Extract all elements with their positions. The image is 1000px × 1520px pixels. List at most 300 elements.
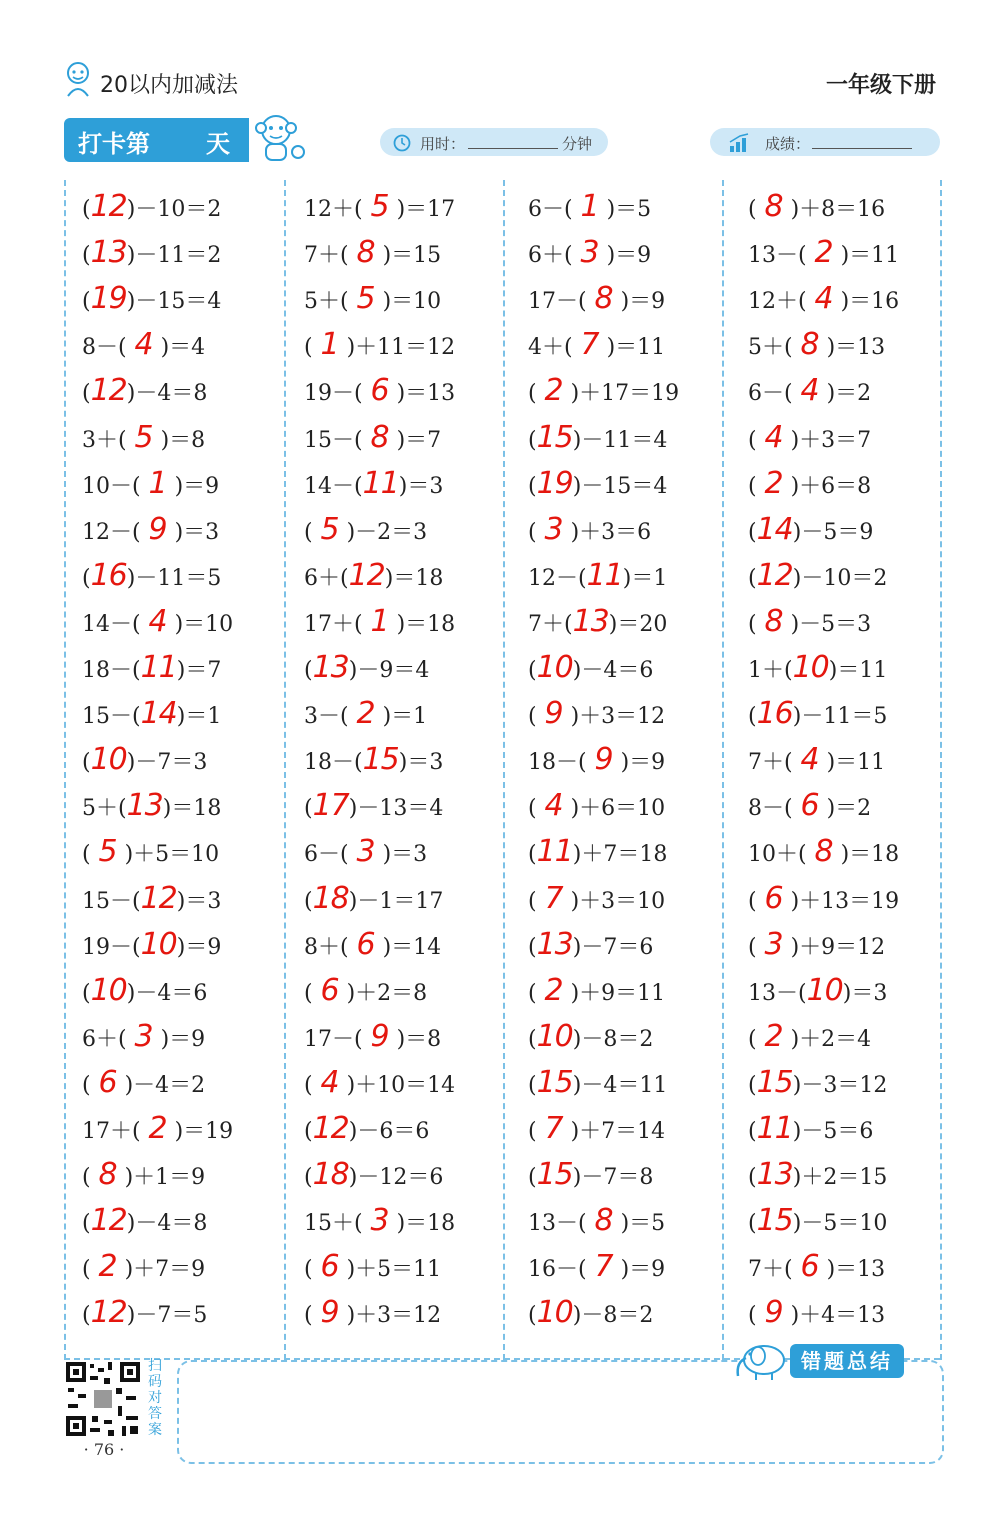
- equation-row: [82, 1061, 298, 1107]
- equation-prefix: (: [528, 796, 537, 822]
- equation-row: [304, 508, 520, 554]
- equation-prefix: (: [748, 1211, 757, 1237]
- equation-prefix: (: [528, 1165, 537, 1191]
- answer-value[interactable]: 4: [814, 281, 833, 317]
- equation-row: [528, 1061, 744, 1107]
- equation-suffix: )＝2: [826, 381, 872, 407]
- equation-row: [748, 416, 964, 462]
- answer-value[interactable]: 6: [356, 926, 375, 962]
- answer-value[interactable]: 2: [98, 1249, 117, 1285]
- answer-value[interactable]: 9: [594, 742, 613, 778]
- equation: [82, 788, 221, 823]
- answer-value[interactable]: 9: [370, 1018, 389, 1054]
- equation-row: [304, 923, 520, 969]
- answer-value[interactable]: 6: [98, 1064, 117, 1100]
- equation-suffix: )＋3＝12: [570, 704, 666, 730]
- equation-suffix: )－4＝6: [126, 980, 208, 1006]
- answer-value[interactable]: 12: [90, 189, 127, 224]
- answer-value[interactable]: 2: [544, 972, 563, 1008]
- equation-row: [748, 1153, 964, 1199]
- equation: [528, 512, 651, 547]
- equation-suffix: )＋11＝12: [346, 335, 456, 361]
- answer-value[interactable]: 9: [764, 1295, 783, 1331]
- answer-value[interactable]: 16: [90, 557, 127, 593]
- equation-row: [748, 1245, 964, 1291]
- equation-row: [748, 600, 964, 646]
- answer-value[interactable]: 19: [90, 281, 127, 317]
- equation: [304, 466, 443, 501]
- equation-row: [528, 1199, 744, 1245]
- equation: [82, 1157, 205, 1192]
- score-label: 成绩：: [765, 135, 811, 153]
- time-field[interactable]: [468, 148, 558, 149]
- equation-suffix: )＋5＝10: [124, 842, 220, 868]
- answer-value[interactable]: 11: [140, 650, 177, 685]
- equation-prefix: (: [304, 1165, 313, 1191]
- equation-suffix: )＝5: [620, 1211, 666, 1237]
- answer-value[interactable]: 18: [312, 1157, 349, 1193]
- answer-value[interactable]: 5: [370, 189, 389, 224]
- answer-value[interactable]: 12: [90, 373, 127, 409]
- equation-prefix: (: [748, 519, 757, 545]
- equation-row: [528, 1107, 744, 1153]
- equation-prefix: 15－(: [82, 888, 141, 914]
- equation-prefix: 3－(: [304, 704, 349, 730]
- equation: [528, 927, 653, 962]
- equation-suffix: )＋7＝9: [124, 1257, 206, 1283]
- time-unit: 分钟: [562, 135, 593, 153]
- equation-suffix: )＋3＝7: [790, 427, 872, 453]
- equation: [748, 466, 871, 501]
- equation: [82, 327, 205, 362]
- equation-row: [82, 830, 298, 876]
- equation-row: [82, 646, 298, 692]
- equation: [748, 927, 885, 962]
- answer-value[interactable]: 13: [756, 1157, 793, 1193]
- column-divider: [64, 180, 66, 1360]
- answer-value[interactable]: 3: [580, 235, 599, 271]
- equation-row: [748, 1199, 964, 1245]
- answer-value[interactable]: 4: [764, 419, 783, 455]
- answer-value[interactable]: 8: [814, 834, 833, 870]
- answer-value[interactable]: 7: [544, 1111, 563, 1146]
- equation-prefix: 14－(: [82, 611, 141, 637]
- equation-row: [528, 508, 744, 554]
- answer-value[interactable]: 8: [356, 235, 375, 271]
- answer-value[interactable]: 8: [800, 327, 819, 363]
- equation-prefix: (: [82, 980, 91, 1006]
- equation-prefix: (: [528, 1026, 537, 1052]
- answer-value[interactable]: 2: [356, 696, 375, 732]
- score-pill: [710, 128, 940, 156]
- answer-value[interactable]: 3: [544, 511, 563, 547]
- equation-prefix: 18－(: [528, 750, 587, 776]
- equation-prefix: (: [748, 611, 757, 637]
- equation: [304, 558, 443, 593]
- page-title: 20以内加减法: [100, 73, 238, 98]
- answer-value[interactable]: 8: [764, 189, 783, 224]
- equation: [304, 281, 441, 316]
- equation-suffix: )＝3: [842, 980, 888, 1006]
- equation: [528, 973, 665, 1008]
- answer-value[interactable]: 5: [356, 281, 375, 317]
- equation-row: [82, 369, 298, 415]
- answer-value[interactable]: 1: [320, 327, 339, 363]
- equation-row: [304, 277, 520, 323]
- equation: [304, 881, 443, 916]
- answer-value[interactable]: 18: [312, 880, 349, 916]
- equation-suffix: )－4＝6: [572, 658, 654, 683]
- equation-prefix: 6＋(: [528, 243, 573, 269]
- answer-value[interactable]: 6: [320, 1249, 339, 1285]
- equation-suffix: )＝13: [826, 1257, 886, 1283]
- checkin-prefix: 打卡第: [78, 130, 150, 158]
- answer-value[interactable]: 8: [98, 1157, 117, 1193]
- equation-suffix: )－5＝9: [792, 519, 874, 545]
- answer-value[interactable]: 15: [536, 1064, 573, 1100]
- equation: [82, 373, 207, 408]
- equation: [748, 650, 887, 685]
- equation-prefix: (: [82, 381, 91, 407]
- equation-suffix: )－11＝5: [126, 565, 222, 591]
- answer-value[interactable]: 16: [756, 696, 793, 732]
- equation-row: [748, 323, 964, 369]
- equation-row: [304, 554, 520, 600]
- equation: [82, 1295, 207, 1330]
- answer-value[interactable]: 6: [370, 373, 389, 409]
- equation-suffix: )＋6＝10: [570, 796, 666, 822]
- answer-value[interactable]: 2: [764, 465, 783, 501]
- equation-suffix: )＋3＝6: [570, 519, 652, 545]
- equation-prefix: (: [528, 473, 537, 499]
- equation-prefix: 12－(: [528, 565, 587, 591]
- answer-value[interactable]: 13: [126, 788, 163, 824]
- equation-row: [304, 1153, 520, 1199]
- equation-prefix: 17＋(: [304, 611, 363, 637]
- answer-value[interactable]: 14: [140, 696, 177, 732]
- answer-value[interactable]: 10: [90, 742, 127, 778]
- page-number: · 76 ·: [83, 1440, 125, 1459]
- equation-suffix: )－7＝5: [126, 1303, 208, 1329]
- equation-row: [82, 692, 298, 738]
- answer-value[interactable]: 5: [320, 511, 339, 547]
- equation: [304, 927, 441, 962]
- equation-prefix: (: [304, 519, 313, 545]
- answer-value[interactable]: 5: [98, 834, 117, 870]
- answer-value[interactable]: 7: [594, 1249, 613, 1285]
- answer-value[interactable]: 12: [756, 557, 793, 593]
- answer-value[interactable]: 1: [580, 189, 599, 224]
- answer-value[interactable]: 10: [536, 1295, 573, 1331]
- equation: [82, 742, 207, 777]
- equation-row: [304, 416, 520, 462]
- equation-prefix: (: [748, 197, 757, 222]
- equation-row: [304, 692, 520, 738]
- equation-prefix: 5＋(: [304, 289, 349, 315]
- equation-suffix: )－10＝2: [792, 565, 888, 591]
- equation-row: [304, 1107, 520, 1153]
- equation: [528, 1019, 653, 1054]
- equation-suffix: )＋7＝14: [570, 1119, 666, 1144]
- answer-value[interactable]: 8: [594, 1203, 613, 1239]
- equation-prefix: 5＋(: [748, 335, 793, 361]
- answer-value[interactable]: 9: [544, 696, 563, 732]
- equation-row: [82, 1153, 298, 1199]
- answer-value[interactable]: 3: [134, 1018, 153, 1054]
- equation-suffix: )＝8: [160, 427, 206, 453]
- equation-suffix: )＝18: [162, 796, 222, 822]
- problem-column-2: [304, 185, 520, 1360]
- answer-value[interactable]: 7: [580, 327, 599, 363]
- equation-prefix: 8－(: [82, 335, 127, 361]
- equation-suffix: )＋3＝10: [570, 888, 666, 914]
- answer-value[interactable]: 15: [536, 1157, 573, 1193]
- equation-row: [528, 369, 744, 415]
- equation-prefix: (: [528, 704, 537, 730]
- equation: [528, 466, 667, 501]
- answer-value[interactable]: 13: [536, 926, 573, 962]
- equation: [528, 373, 679, 408]
- equation: [748, 420, 871, 455]
- answer-value[interactable]: 10: [90, 972, 127, 1008]
- answer-value[interactable]: 13: [90, 235, 127, 271]
- equation-row: [528, 416, 744, 462]
- answer-value[interactable]: 6: [800, 1249, 819, 1285]
- equation-row: [528, 784, 744, 830]
- equation-suffix: )＋13＝19: [790, 888, 900, 914]
- answer-value[interactable]: 15: [536, 419, 573, 455]
- equation-prefix: (: [528, 888, 537, 914]
- answer-value[interactable]: 2: [814, 235, 833, 271]
- equation-suffix: )＝19: [174, 1119, 234, 1144]
- qr-code-icon: [64, 1360, 142, 1438]
- equation: [304, 512, 427, 547]
- answer-value[interactable]: 4: [800, 373, 819, 409]
- equation-row: [304, 185, 520, 231]
- answer-value[interactable]: 9: [148, 511, 167, 547]
- answer-value[interactable]: 13: [572, 603, 609, 639]
- equation-suffix: )－1＝17: [348, 888, 444, 914]
- problem-column-1: [82, 185, 298, 1360]
- equation-suffix: )－7＝8: [572, 1165, 654, 1191]
- answer-value[interactable]: 14: [756, 511, 793, 547]
- equation-prefix: (: [528, 658, 537, 683]
- equation: [304, 189, 455, 224]
- equation-row: [748, 877, 964, 923]
- equation: [528, 788, 665, 823]
- equation: [748, 834, 899, 869]
- answer-value[interactable]: 5: [134, 419, 153, 455]
- answer-value[interactable]: 13: [312, 650, 349, 685]
- equation: [528, 235, 651, 270]
- elephant-icon: [732, 1336, 788, 1382]
- equation-suffix: )＝7: [396, 427, 442, 453]
- answer-value[interactable]: 4: [800, 742, 819, 778]
- answer-value[interactable]: 2: [544, 373, 563, 409]
- answer-value[interactable]: 7: [544, 880, 563, 916]
- answer-value[interactable]: 2: [148, 1111, 167, 1146]
- equation-row: [82, 877, 298, 923]
- equation-row: [748, 1291, 964, 1337]
- equation: [528, 696, 665, 731]
- equation-suffix: )＝20: [608, 611, 668, 637]
- answer-value[interactable]: 11: [586, 557, 623, 593]
- answer-value[interactable]: 1: [148, 465, 167, 501]
- answer-value[interactable]: 10: [792, 650, 829, 685]
- time-pill: [380, 128, 608, 156]
- equation-prefix: 1＋(: [748, 658, 793, 683]
- equation-row: [528, 923, 744, 969]
- equation-suffix: )＝10: [382, 289, 442, 315]
- answer-value[interactable]: 4: [544, 788, 563, 824]
- equation: [82, 1065, 205, 1100]
- equation-suffix: )－3＝12: [792, 1072, 888, 1098]
- equation-suffix: )－4＝8: [126, 1211, 208, 1237]
- scan-answer-text: 扫码对答案: [148, 1358, 162, 1438]
- equation: [304, 1249, 441, 1284]
- equation-suffix: )＋5＝11: [346, 1257, 442, 1283]
- equation-suffix: )－13＝4: [348, 796, 444, 822]
- answer-value[interactable]: 8: [594, 281, 613, 317]
- answer-value[interactable]: 17: [312, 788, 349, 824]
- answer-value[interactable]: 11: [756, 1111, 793, 1146]
- equation: [748, 1249, 885, 1284]
- equation-prefix: (: [528, 1119, 537, 1144]
- equation: [82, 1111, 233, 1146]
- answer-value[interactable]: 8: [370, 419, 389, 455]
- equation-prefix: (: [528, 427, 537, 453]
- time-label: 用时：: [420, 135, 466, 153]
- equation: [528, 881, 665, 916]
- answer-value[interactable]: 6: [320, 972, 339, 1008]
- equation: [748, 696, 887, 731]
- answer-value[interactable]: 15: [362, 742, 399, 778]
- monkey-icon: [250, 110, 308, 166]
- answer-value[interactable]: 12: [348, 557, 385, 593]
- equation-row: [748, 784, 964, 830]
- answer-value[interactable]: 3: [356, 834, 375, 870]
- answer-value[interactable]: 15: [756, 1064, 793, 1100]
- equation-prefix: 13－(: [748, 980, 807, 1006]
- answer-value[interactable]: 12: [312, 1111, 349, 1146]
- answer-value[interactable]: 2: [764, 1018, 783, 1054]
- equation-suffix: )－5＝6: [792, 1119, 874, 1144]
- equation-prefix: 5＋(: [82, 796, 127, 822]
- equation-prefix: 19－(: [82, 934, 141, 960]
- equation: [528, 281, 665, 316]
- chart-icon: [728, 132, 752, 158]
- equation: [528, 650, 653, 685]
- equation-suffix: )＝13: [826, 335, 886, 361]
- equation-suffix: )－11＝2: [126, 243, 222, 269]
- answer-value[interactable]: 9: [320, 1295, 339, 1331]
- equation: [82, 420, 205, 455]
- answer-value[interactable]: 4: [320, 1064, 339, 1100]
- equation-prefix: 8－(: [748, 796, 793, 822]
- equation-prefix: (: [748, 1119, 757, 1144]
- answer-value[interactable]: 12: [140, 880, 177, 916]
- equation-suffix: )＝11: [828, 658, 888, 683]
- equation: [304, 373, 455, 408]
- answer-value[interactable]: 11: [362, 465, 399, 501]
- equation: [748, 1203, 887, 1238]
- answer-value[interactable]: 12: [90, 1203, 127, 1239]
- equation: [304, 1203, 455, 1238]
- answer-value[interactable]: 6: [764, 880, 783, 916]
- answer-value[interactable]: 4: [134, 327, 153, 363]
- equation-prefix: (: [528, 980, 537, 1006]
- equation-prefix: (: [304, 888, 313, 914]
- equation-prefix: (: [82, 197, 91, 222]
- answer-value[interactable]: 3: [370, 1203, 389, 1239]
- equation-prefix: (: [748, 888, 757, 914]
- equation-row: [528, 231, 744, 277]
- equation-prefix: 18－(: [304, 750, 363, 776]
- equation-prefix: 7＋(: [748, 1257, 793, 1283]
- equation-prefix: (: [304, 1257, 313, 1283]
- equation: [528, 742, 665, 777]
- equation-row: [528, 600, 744, 646]
- equation-row: [82, 462, 298, 508]
- equation-prefix: (: [748, 1165, 757, 1191]
- equation-row: [528, 877, 744, 923]
- equation-row: [748, 738, 964, 784]
- equation-row: [528, 738, 744, 784]
- answer-value[interactable]: 10: [536, 1018, 573, 1054]
- answer-value[interactable]: 1: [370, 603, 389, 639]
- answer-value[interactable]: 6: [800, 788, 819, 824]
- equation: [748, 1157, 887, 1192]
- equation-row: [304, 600, 520, 646]
- answer-value[interactable]: 15: [756, 1203, 793, 1239]
- equation: [304, 650, 429, 685]
- grade-label: 一年级下册: [825, 73, 936, 98]
- equation-suffix: )－10＝2: [126, 197, 222, 222]
- equation-row: [82, 1199, 298, 1245]
- equation-row: [82, 600, 298, 646]
- equation-row: [82, 1015, 298, 1061]
- equation-prefix: 15＋(: [304, 1211, 363, 1237]
- answer-value[interactable]: 8: [764, 603, 783, 639]
- equation-suffix: )＋7＝18: [572, 842, 668, 868]
- answer-value[interactable]: 19: [536, 465, 573, 501]
- mascot-icon: [62, 60, 94, 98]
- equation-row: [748, 231, 964, 277]
- equation-row: [304, 462, 520, 508]
- equation-prefix: 12＋(: [748, 289, 807, 315]
- equation-row: [82, 1291, 298, 1337]
- equation-suffix: )＝3: [398, 750, 444, 776]
- equation: [528, 1295, 653, 1330]
- equation-suffix: )＋9＝11: [570, 980, 666, 1006]
- answer-value[interactable]: 10: [536, 650, 573, 685]
- score-field[interactable]: [812, 148, 912, 149]
- equation-row: [304, 738, 520, 784]
- answer-value[interactable]: 12: [90, 1295, 127, 1331]
- answer-value[interactable]: 10: [140, 926, 177, 962]
- answer-value[interactable]: 11: [536, 834, 573, 870]
- equation-prefix: (: [528, 842, 537, 868]
- equation-row: [748, 1107, 964, 1153]
- equation: [82, 1203, 207, 1238]
- equation-suffix: )＝17: [396, 197, 456, 222]
- equation-prefix: 6－(: [304, 842, 349, 868]
- answer-value[interactable]: 10: [806, 972, 843, 1008]
- equation-suffix: )＝18: [396, 1211, 456, 1237]
- answer-value[interactable]: 3: [764, 926, 783, 962]
- answer-value[interactable]: 4: [148, 603, 167, 639]
- problem-column-3: [528, 185, 744, 1360]
